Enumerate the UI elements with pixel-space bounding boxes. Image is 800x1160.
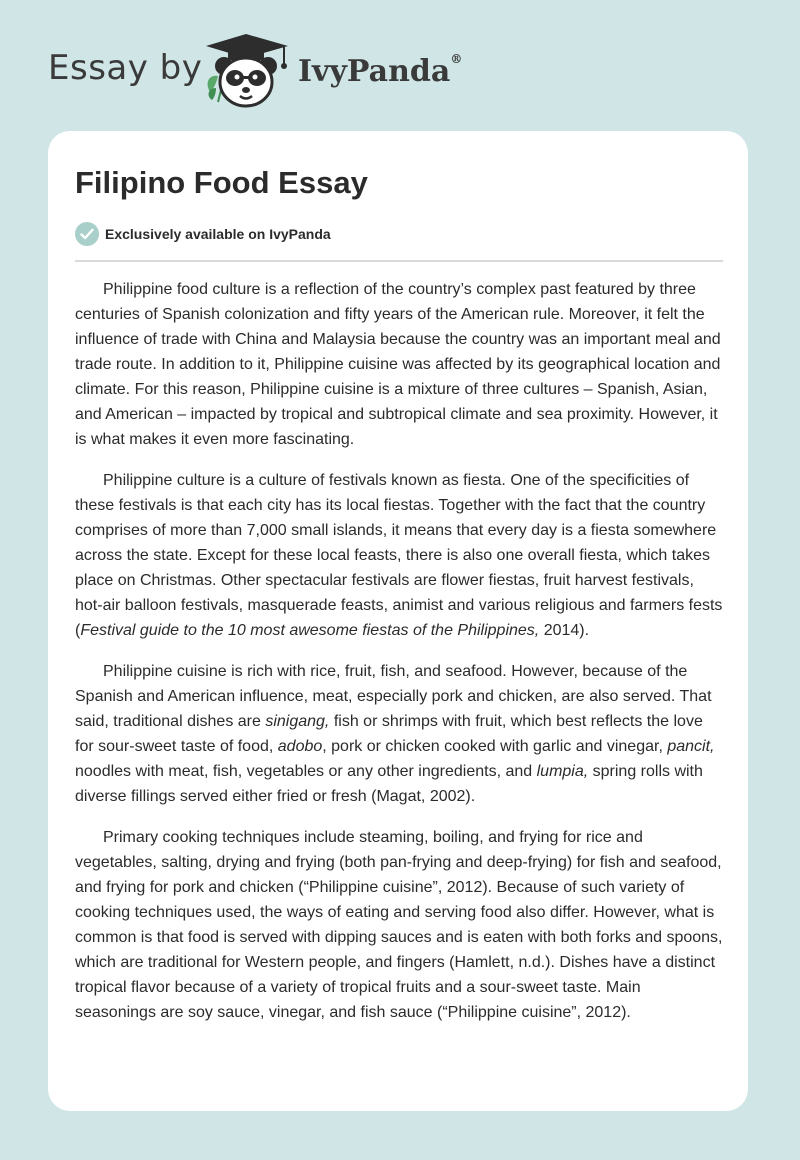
paragraph-4: Primary cooking techniques include steaming, boiling, and frying for rice and vegetables, salting, drying and frying (both pan-frying and deep-frying) for fish and seafood, and frying for pork and chicken (“Philippine cuisine”, 2012). Because of such variety of cooking techniques used, the ways of eating and serving food also differ. However, what is common is that food is served with dipping sauces and is eaten with both forks and spoons, which are traditional for Western people, and fingers (Hamlett, n.d.). Dishes have a distinct tropical flavor because of a variety of tropical fruits and a sour-sweet taste. Main seasonings are soy sauce, vinegar, and fish sauce (“Philippine cuisine”, 2012). bbox=[75, 829, 723, 1021]
dish-name: pancit, bbox=[667, 738, 715, 755]
panda-graduate-logo-icon[interactable] bbox=[200, 30, 292, 110]
site-header bbox=[48, 30, 548, 110]
citation-title: Festival guide to the 10 most awesome fiestas of the Philippines, bbox=[80, 622, 540, 639]
page-title: Filipino Food Essay bbox=[75, 165, 368, 200]
divider bbox=[75, 260, 723, 262]
exclusive-badge bbox=[75, 222, 331, 246]
paragraph-3: Philippine cuisine is rich with rice, fruit, fish, and seafood. However, because of the Spanish and American influence, meat, especially pork and chicken, are also served. That said, traditional dishes are sinigang, fish or shrimps with fruit, which best reflects the love for sour-sweet taste of food, adobo, pork or chicken cooked with garlic and vinegar, pancit, noodles with meat, fish, vegetables or any other ingredients, and lumpia, spring rolls with diverse fillings served either fried or fresh (Magat, 2002). bbox=[75, 663, 715, 805]
paragraph-1: Philippine food culture is a reflection of the country’s complex past featured by three centuries of Spanish colonization and fifty years of the American rule. Moreover, it felt the influence of trade with China and Malaysia because the country was an important meal and trade route. In addition to it, Philippine cuisine was affected by its geographical location and climate. For this reason, Philippine cuisine is a mixture of three cultures – Spanish, Asian, and American – impacted by tropical and subtropical climate and sea proximity. However, it is what makes it even more fascinating. bbox=[75, 281, 721, 448]
exclusive-badge-label: Exclusively available on IvyPanda bbox=[105, 226, 331, 242]
dish-name: sinigang, bbox=[265, 713, 330, 730]
registered-mark: ® bbox=[450, 52, 463, 66]
essay-card bbox=[48, 131, 748, 1111]
essay-by-label: Essay by bbox=[48, 48, 203, 88]
paragraph-2: Philippine culture is a culture of festivals known as fiesta. One of the specificities of these festivals is that each city has its local fiestas. Together with the fact that the country comprises of more than 7,000 small islands, it means that every day is a fiesta somewhere across the state. Except for these local feasts, there is also one overall fiesta, which takes place on Christmas. Other spectacular festivals are flower fiestas, fruit harvest festivals, hot-air balloon festivals, masquerade feasts, animist and various religious and farmers fests (Festival guide to the 10 most awesome fiestas of the Philippines, 2014). bbox=[75, 472, 723, 639]
brand-name[interactable]: IvyPanda® bbox=[298, 52, 463, 89]
checkmark-icon bbox=[75, 222, 99, 246]
essay-body bbox=[75, 277, 725, 1041]
dish-name: lumpia, bbox=[536, 763, 589, 780]
dish-name: adobo bbox=[277, 738, 323, 755]
